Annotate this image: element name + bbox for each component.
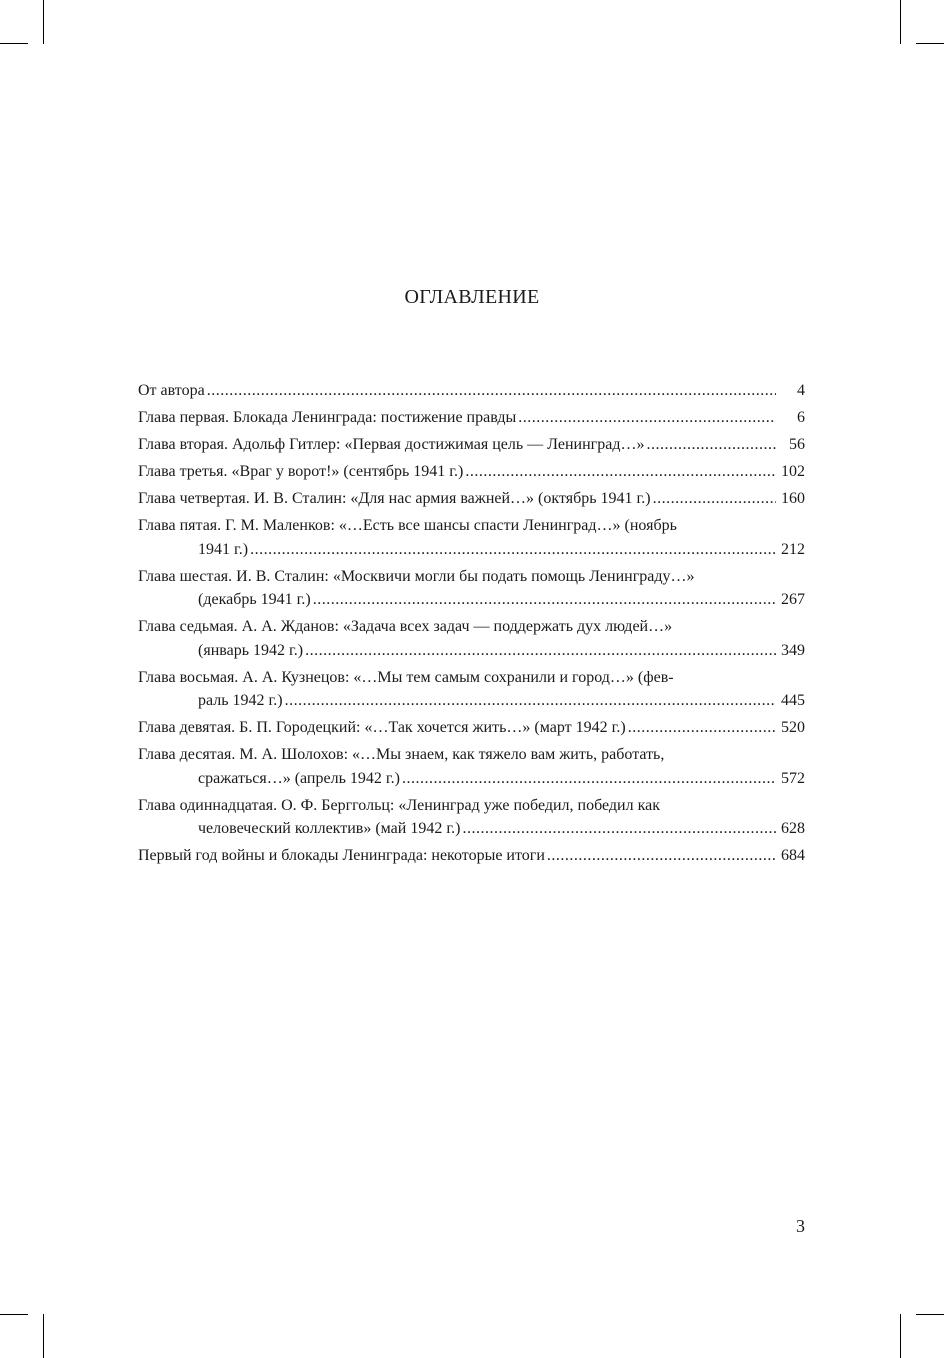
toc-page-number: 160: [781, 490, 805, 507]
dot-leader: [518, 406, 776, 430]
dot-leader: [402, 767, 776, 791]
dot-leader: [207, 379, 776, 403]
toc-page-number: 520: [781, 719, 805, 736]
crop-mark: [916, 1314, 944, 1315]
toc-entry-title: Глава седьмая. А. А. Жданов: «Задача всех задач — поддержать дух людей…»: [138, 618, 673, 635]
toc-entry-title-continued: человеческий коллектив» (май 1942 г.): [198, 820, 461, 837]
dot-leader: [646, 433, 776, 457]
dot-leader: [653, 487, 776, 511]
toc-entry-title: Глава восьмая. А. А. Кузнецов: «…Мы тем самым сохранили и город…» (фев-: [138, 668, 674, 686]
toc-page-number: 212: [781, 540, 805, 558]
toc-page-number: 267: [781, 591, 805, 608]
toc-entry-title: Первый год войны и блокады Ленинграда: некоторые итоги: [138, 847, 545, 864]
crop-mark: [43, 0, 44, 44]
toc-entry-title-continued: (декабрь 1941 г.): [198, 591, 311, 608]
toc-entry[interactable]: [138, 379, 805, 403]
toc-page-number: 6: [797, 409, 805, 426]
crop-mark: [916, 43, 944, 44]
crop-mark: [43, 1314, 44, 1358]
toc-entry-title: Глава пятая. Г. М. Маленков: «…Есть все шансы спасти Ленинград…» (ноябрь: [138, 517, 677, 534]
toc-page-number: 684: [781, 847, 805, 864]
toc-entry[interactable]: [138, 460, 805, 484]
dot-leader: [250, 538, 776, 562]
toc-entry-title: Глава одиннадцатая. О. Ф. Берггольц: «Ленинград уже победил, победил как: [138, 796, 660, 814]
toc-entry[interactable]: [138, 433, 805, 457]
toc-entry-title: Глава десятая. М. А. Шолохов: «…Мы знаем, как тяжело вам жить, работать,: [138, 746, 665, 763]
toc-entry-title-continued: раль 1942 г.): [198, 692, 283, 709]
page-title: ОГЛАВЛЕНИЕ: [404, 286, 540, 308]
dot-leader: [305, 639, 776, 663]
toc-entry-title: Глава девятая. Б. П. Городецкий: «…Так хочется жить…» (март 1942 г.): [138, 719, 626, 736]
toc-entry-title: От автора: [138, 382, 205, 399]
dot-leader: [313, 588, 776, 612]
toc-page-number: 102: [781, 463, 805, 480]
toc-page-number: 4: [797, 382, 805, 399]
dot-leader: [547, 844, 776, 868]
toc-entry[interactable]: [138, 406, 805, 430]
toc-page-number: 572: [781, 769, 805, 787]
toc-entry[interactable]: [138, 716, 805, 740]
toc-page-number: 349: [781, 641, 805, 659]
page-number: 3: [796, 1216, 805, 1236]
toc-entry-title: Глава шестая. И. В. Сталин: «Москвичи могли бы подать помощь Ленинграду…»: [138, 567, 695, 585]
dot-leader: [462, 817, 776, 841]
toc-entry[interactable]: [138, 666, 805, 713]
toc-page-number: 628: [781, 820, 805, 837]
toc-page-number: 56: [789, 436, 805, 453]
dot-leader: [628, 716, 776, 740]
toc-entry-title: Глава четвертая. И. В. Сталин: «Для нас армия важней…» (октябрь 1941 г.): [138, 490, 651, 507]
toc-page-number: 445: [781, 692, 805, 709]
toc-entry-title: Глава вторая. Адольф Гитлер: «Первая достижимая цель — Ленинград…»: [138, 436, 645, 453]
toc-entry[interactable]: [138, 615, 805, 662]
toc-entry[interactable]: [138, 487, 805, 511]
toc-entry[interactable]: [138, 844, 805, 868]
dot-leader: [465, 460, 776, 484]
crop-mark: [900, 0, 901, 44]
toc-entry[interactable]: [138, 514, 805, 561]
dot-leader: [285, 689, 776, 713]
toc-entry-title: Глава первая. Блокада Ленинграда: постижение правды: [138, 409, 517, 426]
toc-entry-title-continued: сражаться…» (апрель 1942 г.): [198, 769, 400, 787]
toc-entry-title: Глава третья. «Враг у ворот!» (сентябрь 1941 г.): [138, 463, 464, 480]
crop-mark: [900, 1314, 901, 1358]
crop-mark: [0, 43, 28, 44]
toc-entry[interactable]: [138, 743, 805, 790]
toc-entry-title-continued: (январь 1942 г.): [198, 641, 304, 659]
toc-entry[interactable]: [138, 565, 805, 612]
toc-entry-title-continued: 1941 г.): [198, 540, 249, 558]
table-of-contents: [138, 379, 805, 871]
crop-mark: [0, 1314, 28, 1315]
toc-entry[interactable]: [138, 794, 805, 841]
